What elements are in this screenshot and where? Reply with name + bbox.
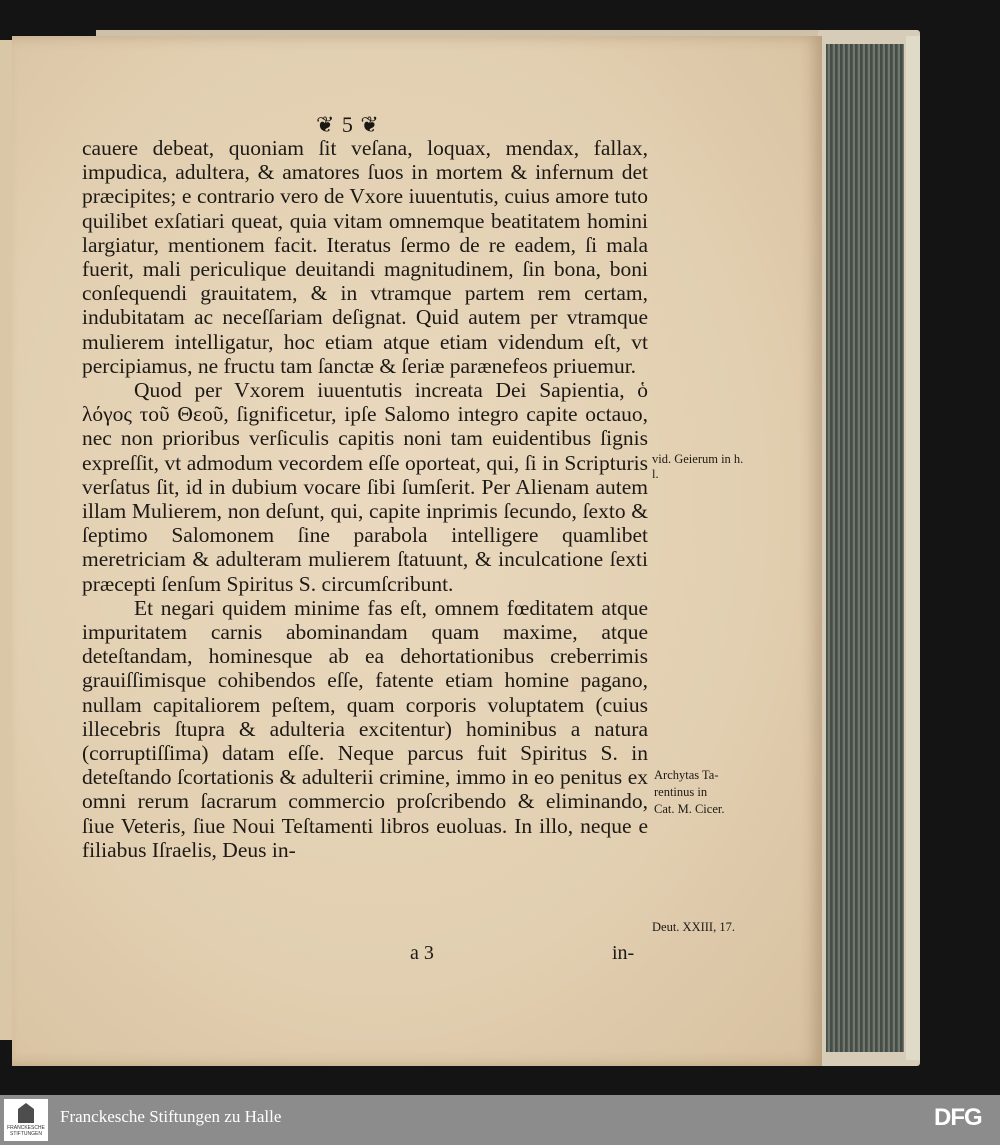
margin-note-archytas-3: Cat. M. Cicer. [654, 802, 725, 816]
signature-mark: a 3 [410, 942, 434, 964]
institution-name[interactable]: Franckesche Stiftungen zu Halle [60, 1107, 282, 1126]
dfg-logo[interactable]: DFG [934, 1104, 982, 1131]
margin-note-deut: Deut. XXIII, 17. [652, 920, 735, 934]
logo-line-2: STIFTUNGEN [10, 1131, 42, 1137]
book-cover-edge [906, 36, 920, 1060]
paragraph-3: Et negari quidem minime fas eſt, omnem fœditatem atque impuritatem carnis abominandam quam maxime, atque deteſtandam, hominesque ab ea dehortationibus creberrimis grauiſſimisque cohibendos eſſe, fatente etiam homine pagano, nullam capitaliorem peſtem, quam corporis voluptatem (cuius illecebris ſtupra & adulteria excitentur) hominibus a natura (corruptiſſima) datam eſſe. Neque parcus fuit Spiritus S. in deteſtando ſcortationis & adulterii crimine, immo in eo penitus ex omni rerum ſacrarum commercio proſcribendo & eliminando, ſiue Veteris, ſiue Noui Teſtamenti libros euoluas. In illo, neque e filiabus Iſraelis, Deus in- [82, 595, 648, 862]
page-stack-lines [826, 44, 904, 1052]
paragraph-1: cauere debeat, quoniam ſit veſana, loquax, mendax, fallax, impudica, adultera, & amatores ſuos in mortem & infernum det præcipites; e contrario vero de Vxore iuuentutis, cuius amore tuto quilibet exſatiari queat, quia vitam omnemque beatitatem homini largiatur, mentionem facit. Iteratus ſermo de re eadem, ſi mala fuerit, mali periculique deuitandi magnitudinem, ſin bona, boni conſequendi grauitatem, & in vtramque partem rem certam, indubitatam ac neceſſariam deſignat. Quid autem per vtramque mulierem intelligatur, hoc etiam atque etiam videndum eſt, vt percipiamus, ne fructu tam ſanctæ & ſeriæ parænefeos priuemur. [82, 136, 648, 378]
institution-logo[interactable] [4, 1099, 48, 1141]
margin-note-archytas-2: rentinus in [654, 785, 708, 799]
paragraph-2: Quod per Vxorem iuuentutis increata Dei Sapientia, ὁ λόγος τοῦ Θεοῦ, ſignificetur, ipſe Salomo integro capite octauo, nec non prioribus verſiculis capitis noni tam euidentibus ſignis expreſſit, vt admodum vecordem eſſe oporteat, qui, ſi in Scripturis verſatus ſit, id in dubium vocare ſibi ſumſerit. Per Alienam autem illam Mulierem, non deſunt, qui, capite inprimis ſecundo, ſexto & ſeptimo Salomonem ſine parabola intelligere quamlibet meretriciam & adulteram mulierem ſtatuunt, & inculcatione ſexti præcepti ſenſum Spiritus S. circumſcribunt. [82, 378, 648, 596]
book-fore-edge [818, 30, 928, 1066]
running-head: ❦ 5 ❦ [316, 112, 380, 137]
body-text [82, 136, 648, 862]
building-icon [18, 1103, 34, 1123]
catchword: in- [612, 942, 635, 964]
footer-bar [0, 1095, 1000, 1145]
margin-note-archytas-1: Archytas Ta- [654, 768, 719, 782]
margin-note-geierum: vid. Geierum in h. l. [652, 452, 744, 481]
logo-line-1: FRANCKESCHE [7, 1125, 45, 1131]
